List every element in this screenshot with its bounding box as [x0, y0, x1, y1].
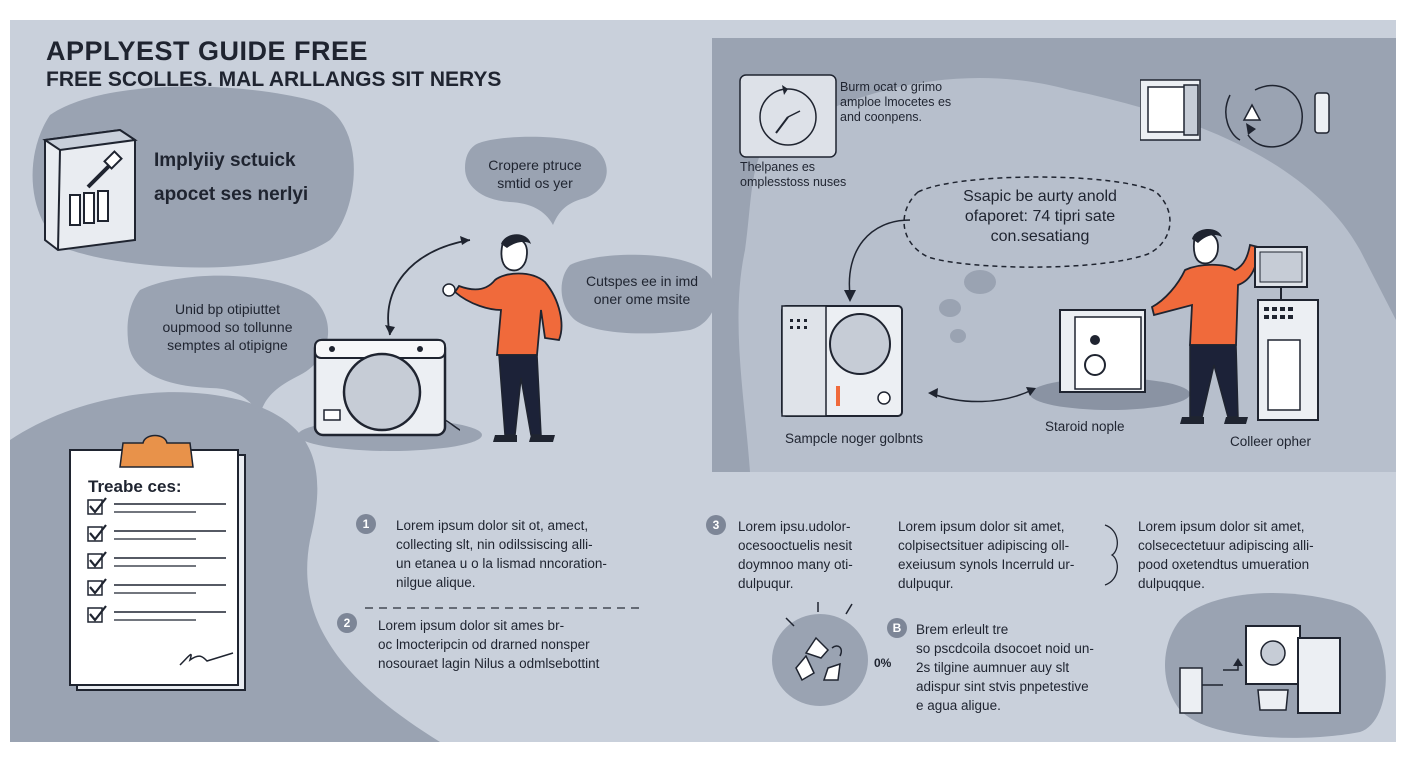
thought-bubble-text: Ssapic be aurty anold ofaporet: 74 tipri sate con.sesatiang [963, 188, 1117, 245]
step-2-text: Lorem ipsum dolor sit ames br- oc lmocteripcin od drarned nonsper nosouraet lagin Nilus a odmlsebottint [378, 618, 600, 671]
cycle-text: Burm ocat o grimo amploe lmocetes es and coonpens. [840, 80, 952, 124]
label-right: Colleer opher [1230, 434, 1312, 449]
step-2-number: 2 [337, 613, 357, 633]
box-bubble-text: Implyiiy sctuick apocet ses nerlyi [154, 150, 309, 205]
step-3-text: Lorem ipsu.udolor- ocesooctuelis nesit doymnoo many oti- dulpuqur. [738, 519, 853, 591]
curved-arrow-icon [830, 210, 920, 310]
person-right-icon [1140, 225, 1260, 425]
checklist-item[interactable] [86, 496, 236, 518]
dryer-icon [780, 304, 920, 429]
label-mid: Staroid nople [1045, 419, 1125, 434]
checklist-item[interactable] [86, 523, 236, 545]
checklist-item[interactable] [86, 550, 236, 572]
label-left: Sampcle noger golbnts [785, 431, 924, 446]
step-6-text: Brem erleult tre so pscdcoila dsocoet noid un- 2s tilgine aumnuer auy slt adispur sint stvis pnpetestive e agua aligue. [916, 622, 1094, 713]
page-title: APPLYEST GUIDE FREE [46, 36, 369, 66]
step-3-number: 3 [706, 515, 726, 535]
box-icon [40, 125, 170, 265]
step-4-text: Lorem ipsum dolor sit amet, colpisectsituer adipiscing oll- exeiusum synols Incerruld ur- dulpuqur. [898, 519, 1075, 591]
right-bubble-text: Cutspes ee in imd oner ome msite [585, 273, 699, 307]
infographic-canvas [10, 20, 1396, 742]
brace-icon [1100, 520, 1130, 590]
double-arrow-icon [922, 375, 1042, 415]
step-5-text: Lorem ipsum dolor sit amet, colsecectetuur adipiscing alli- pood oxetendtus umueration dulpuqque. [1138, 519, 1314, 591]
exchange-icon [1140, 75, 1350, 165]
monitor-icon [1178, 620, 1348, 730]
person-icon [435, 230, 565, 450]
page-subtitle: FREE SCOLLES. MAL ARLLANGS SIT NERYS [46, 68, 502, 91]
checklist-item[interactable] [86, 577, 236, 599]
hand-bubble-text: Unid bp otipiuttet oupmood so tollunne semptes al otipigne [162, 301, 293, 353]
checklist-title: Treabe ces: [88, 477, 182, 496]
step-1-number: 1 [356, 514, 376, 534]
kiosk-icon [1250, 245, 1330, 425]
recycle-percent: 0% [874, 656, 892, 670]
recycle-icon [766, 598, 876, 708]
cycle-caption: Thelpanes es omplesstoss nuses [740, 160, 847, 189]
top-bubble-text: Cropere ptruce smtid os yer [488, 157, 582, 191]
step-1-text: Lorem ipsum dolor sit ot, amect, collecting slt, nin odilssiscing alli- un etanea u o la lismad nncoration- nilgue alique. [396, 518, 607, 590]
checklist-item[interactable] [86, 604, 236, 626]
cycle-icon [738, 73, 838, 163]
step-6-number: B [887, 618, 907, 638]
